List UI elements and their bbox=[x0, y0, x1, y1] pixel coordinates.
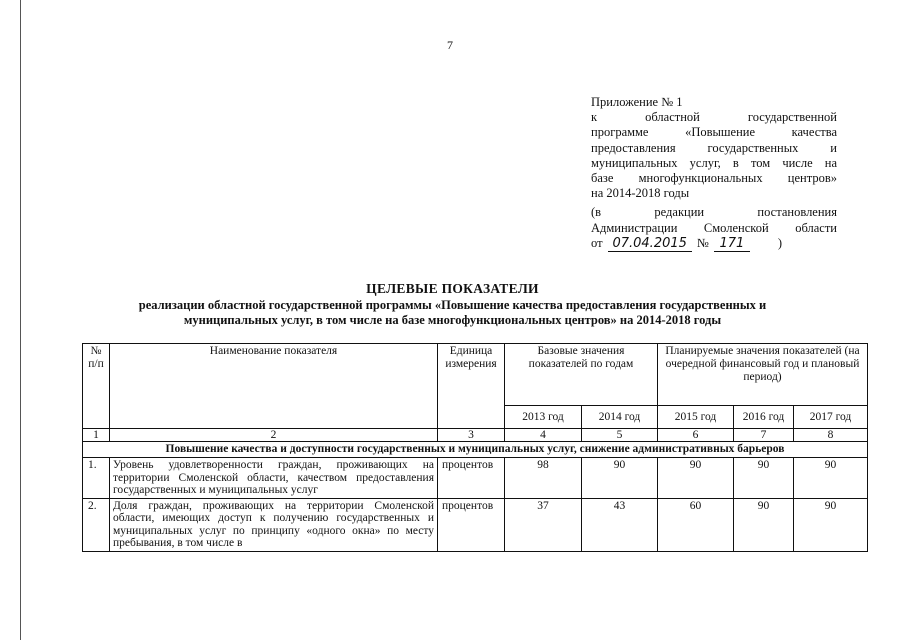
table-row bbox=[83, 498, 868, 551]
column-number: 4 bbox=[505, 429, 582, 442]
appendix-line: Приложение № 1 bbox=[591, 95, 683, 109]
table-row bbox=[83, 458, 868, 499]
document-title: ЦЕЛЕВЫЕ ПОКАЗАТЕЛИ bbox=[366, 281, 539, 296]
appendix-block bbox=[591, 95, 837, 252]
handwritten-number: 171 bbox=[714, 236, 750, 252]
column-number: 3 bbox=[438, 429, 505, 442]
value-2016: 90 bbox=[734, 498, 794, 551]
closing-paren: ) bbox=[777, 235, 783, 250]
appendix-line: базе многофункциональных центров» bbox=[591, 171, 837, 186]
value-2017: 90 bbox=[794, 458, 868, 499]
indicators-table bbox=[82, 343, 868, 552]
appendix-line: на 2014-2018 годы bbox=[591, 186, 690, 201]
year-header: 2017 год bbox=[794, 406, 868, 429]
year-header: 2013 год bbox=[505, 406, 582, 429]
year-header: 2014 год bbox=[582, 406, 658, 429]
year-header: 2016 год bbox=[734, 406, 794, 429]
document-subtitle bbox=[0, 298, 905, 328]
appendix-line: (в редакции постановления bbox=[591, 205, 837, 220]
row-number: 2. bbox=[83, 498, 110, 551]
column-number: 2 bbox=[110, 429, 438, 442]
value-2016: 90 bbox=[734, 458, 794, 499]
page-number: 7 bbox=[447, 38, 453, 52]
header-no: № п/п bbox=[83, 344, 110, 429]
year-header: 2015 год bbox=[658, 406, 734, 429]
value-2015: 90 bbox=[658, 458, 734, 499]
appendix-line: муниципальных услуг, в том числе на bbox=[591, 155, 837, 170]
subtitle-line: муниципальных услуг, в том числе на базе многофункциональных центров» на 2014-2018 годы bbox=[183, 313, 722, 327]
value-2014: 43 bbox=[582, 498, 658, 551]
value-2014: 90 bbox=[582, 458, 658, 499]
value-2017: 90 bbox=[794, 498, 868, 551]
indicator-name: Доля граждан, проживающих на территории Смоленской области, имеющих доступ к получению государственных и муниципальных услуг по принципу «одного окна» по месту пребывания, в том числе в bbox=[110, 498, 438, 551]
column-number: 5 bbox=[582, 429, 658, 442]
appendix-line: предоставления государственных и bbox=[591, 140, 837, 155]
from-label: от bbox=[591, 235, 603, 250]
row-number: 1. bbox=[83, 458, 110, 499]
header-base-values: Базовые значения показателей по годам bbox=[505, 344, 658, 406]
column-number: 7 bbox=[734, 429, 794, 442]
header-name: Наименование показателя bbox=[110, 344, 438, 429]
indicator-unit: процентов bbox=[438, 498, 505, 551]
indicator-unit: процентов bbox=[438, 458, 505, 499]
header-unit: Единица измерения bbox=[438, 344, 505, 429]
indicator-name: Уровень удовлетворенности граждан, проживающих на территории Смоленской области, качеством предоставления государственных и муниципальных услуг bbox=[110, 458, 438, 499]
value-2013: 98 bbox=[505, 458, 582, 499]
section-heading: Повышение качества и доступности государственных и муниципальных услуг, снижение административных барьеров bbox=[83, 442, 868, 458]
resolution-reference bbox=[591, 236, 837, 252]
handwritten-date: 07.04.2015 bbox=[608, 236, 692, 252]
header-planned-values: Планируемые значения показателей (на очередной финансовый год и плановый период) bbox=[658, 344, 868, 406]
column-number: 1 bbox=[83, 429, 110, 442]
number-sign: № bbox=[696, 235, 709, 250]
appendix-line: программе «Повышение качества bbox=[591, 125, 837, 140]
appendix-line: к областной государственной bbox=[591, 110, 837, 125]
column-number: 6 bbox=[658, 429, 734, 442]
value-2015: 60 bbox=[658, 498, 734, 551]
value-2013: 37 bbox=[505, 498, 582, 551]
column-number: 8 bbox=[794, 429, 868, 442]
appendix-line: Администрации Смоленской области bbox=[591, 220, 837, 235]
subtitle-line: реализации областной государственной программы «Повышение качества предоставления государственных и bbox=[138, 298, 767, 312]
